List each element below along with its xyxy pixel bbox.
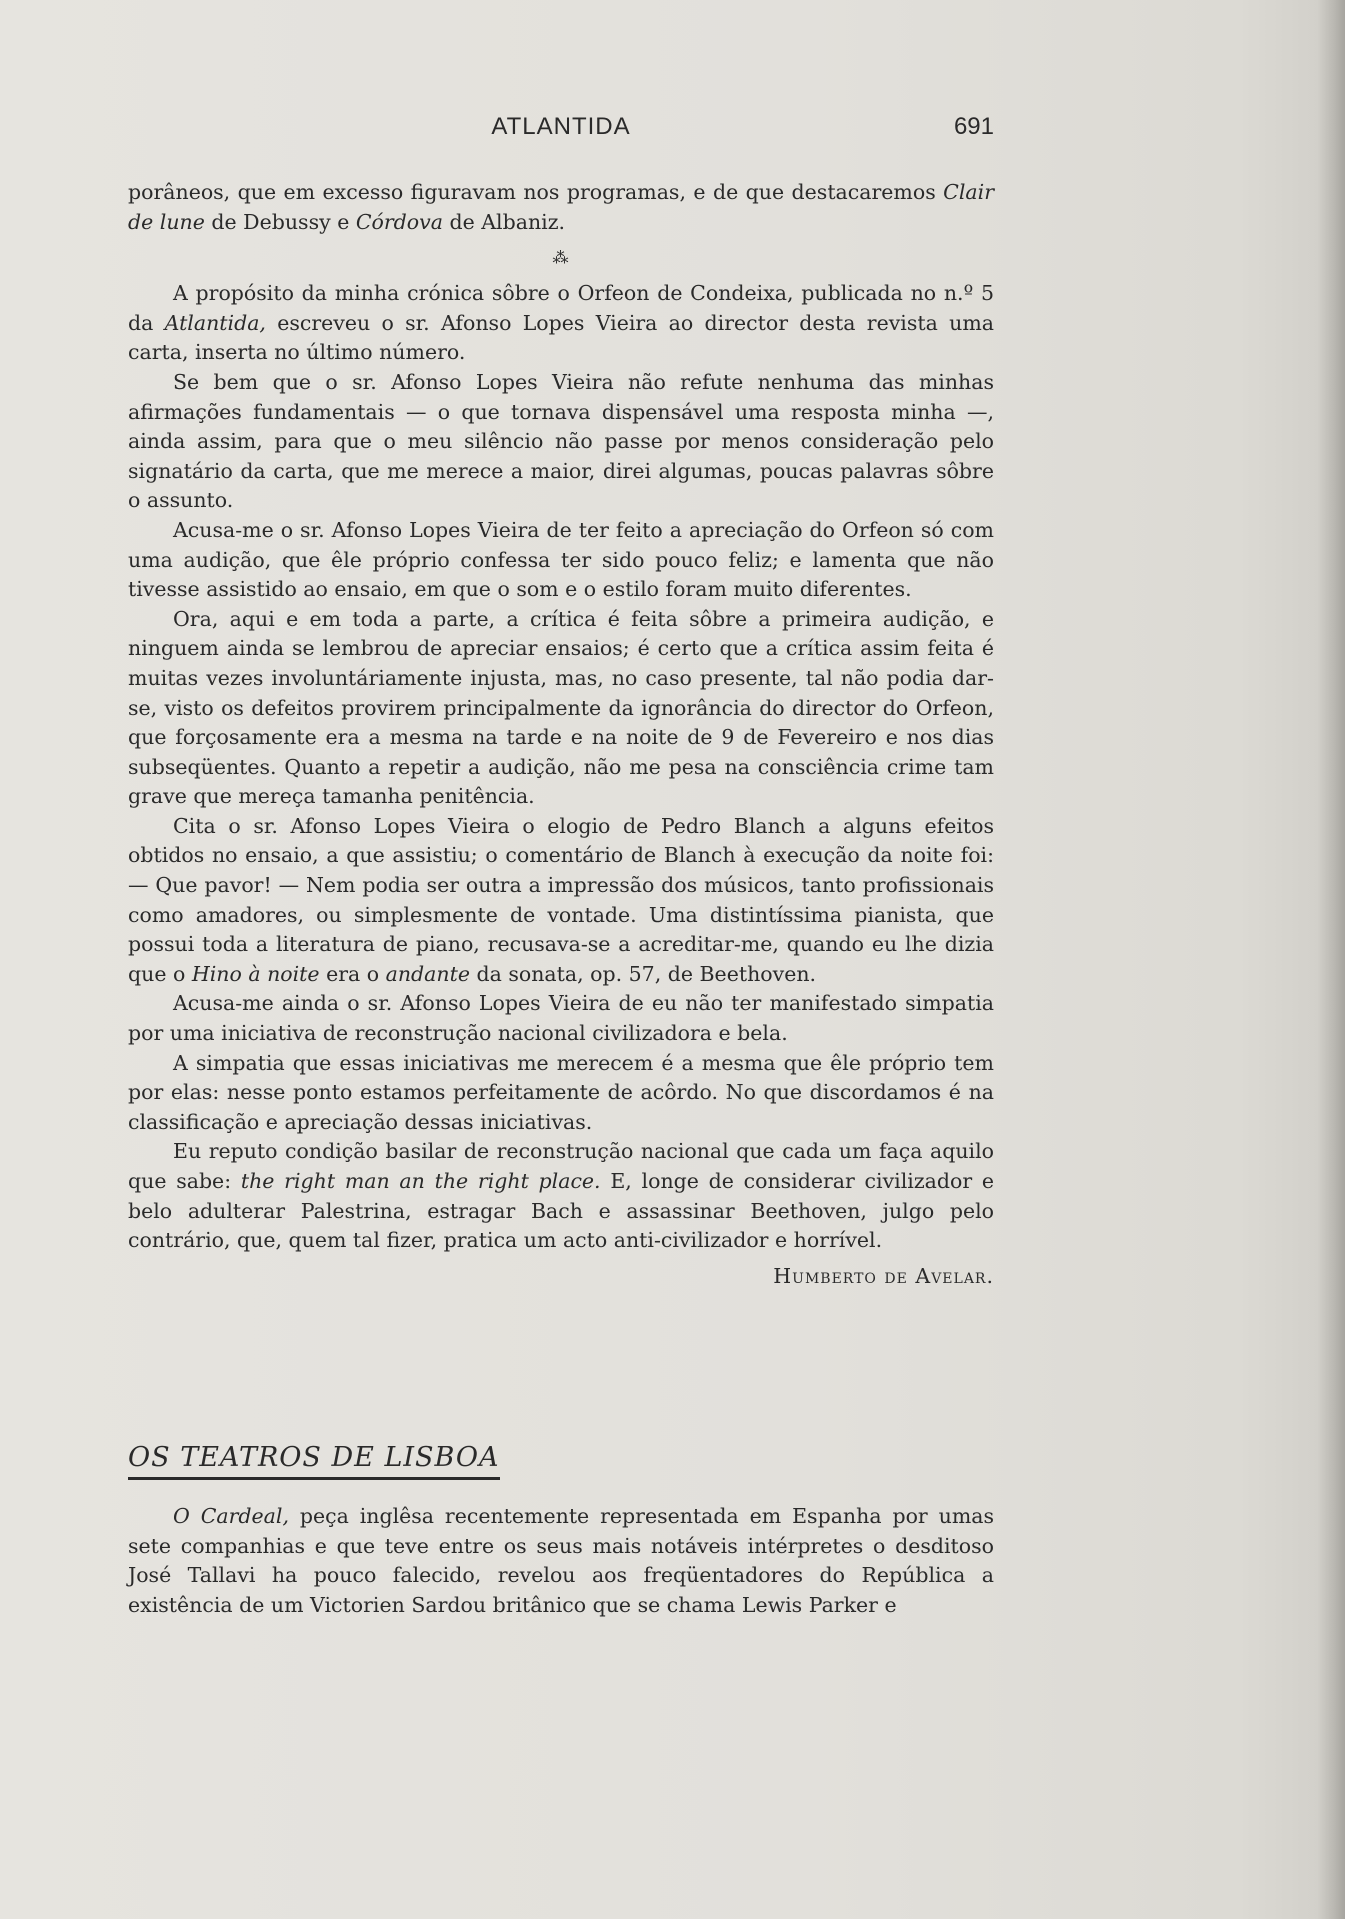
section-title: OS TEATROS DE LISBOA <box>128 1442 500 1480</box>
paragraph: A propósito da minha crónica sôbre o Orfeon de Condeixa, publicada no n.º 5 da Atlantida, escreveu o sr. Afonso Lopes Vieira ao director desta revista uma carta, inserta no último número. <box>128 281 994 365</box>
work-title: andante <box>385 961 470 986</box>
paragraph: Eu reputo condição basilar de reconstrução nacional que cada um faça aquilo que sabe: the right man an the right place. E, longe de considerar civilizador e belo adulterar Palestrina, estragar Bach e assassinar Beethoven, julgo pelo contrário, que, quem tal fizer, pratica um acto anti-civilizador e horrível. <box>128 1139 995 1253</box>
paragraph: Ora, aqui e em toda a parte, a crítica é feita sôbre a primeira audição, e ninguem ainda se lembrou de apreciar ensaios; é certo que a crítica assim feita é muitas vezes involuntáriamente injusta, mas, no caso presente, tal não podia dar-se, visto os defeitos provirem principalmente da ignorância do director do Orfeon, que forçosamente era a mesma na tarde e na noite de 9 de Fevereiro e nos dias subseqüentes. Quanto a repetir a audição, não me pesa na consciência crime tam grave que mereça tamanha penitência. <box>128 606 994 809</box>
page-header <box>128 113 994 147</box>
play-title: O Cardeal, <box>173 1504 289 1528</box>
article-body <box>128 178 994 1291</box>
work-title: Hino à noite <box>191 961 320 986</box>
magazine-title: Atlantida, <box>164 310 266 335</box>
section-separator: ⁂ <box>552 248 570 268</box>
paragraph-continued: porâneos, que em excesso figuravam nos programas, e de que destacaremos Clair de lune de Debussy e Córdova de Albaniz. <box>128 180 994 234</box>
quote: the right man an the right place. <box>240 1169 601 1193</box>
work-title: Clair de lune <box>128 180 994 234</box>
paragraph: O Cardeal, peça inglêsa recentemente representada em Espanha por umas sete companhias e que teve entre os seus mais notáveis intérpretes o desditoso José Tallavi ha pouco falecido, revelou aos freqüentadores do República a existência de um Victorien Sardou britânico que se chama Lewis Parker e <box>128 1504 994 1617</box>
page-number: 691 <box>953 113 994 140</box>
paragraph: Cita o sr. Afonso Lopes Vieira o elogio de Pedro Blanch a alguns efeitos obtidos no ensaio, a que assistiu; o comentário de Blanch à execução da noite foi: — Que pavor! — Nem podia ser outra a impressão dos músicos, tanto profissionais como amadores, ou simplesmente de vontade. Uma distintíssima pianista, que possui toda a literatura de piano, recusava-se a acreditar-me, quando eu lhe dizia que o Hino à noite era o andante da sonata, op. 57, de Beethoven. <box>128 813 994 986</box>
section-body <box>128 1502 994 1620</box>
work-title: Córdova <box>355 209 443 234</box>
author-signature: Humberto de Avelar. <box>773 1263 994 1288</box>
running-title: ATLANTIDA <box>491 113 631 140</box>
paragraph: Acusa-me ainda o sr. Afonso Lopes Vieira de eu não ter manifestado simpatia por uma iniciativa de reconstrução nacional civilizadora e bela. <box>128 991 994 1046</box>
paragraph: Acusa-me o sr. Afonso Lopes Vieira de ter feito a apreciação do Orfeon só com uma audição, que êle próprio confessa ter sido pouco feliz; e lamenta que não tivesse assistido ao ensaio, em que o som e o estilo foram muito diferentes. <box>128 517 994 602</box>
paragraph: A simpatia que essas iniciativas me merecem é a mesma que êle próprio tem por elas: nesse ponto estamos perfeitamente de acôrdo. No que discordamos é na classificação e apreciação dessas iniciativas. <box>128 1050 994 1134</box>
paragraph: Se bem que o sr. Afonso Lopes Vieira não refute nenhuma das minhas afirmações fundamentais — o que tornava dispensável uma resposta minha —, ainda assim, para que o meu silêncio não passe por menos consideração pelo signatário da carta, que me merece a maior, direi algumas, poucas palavras sôbre o assunto. <box>128 369 994 513</box>
page-edge-shadow <box>1317 0 1345 1919</box>
